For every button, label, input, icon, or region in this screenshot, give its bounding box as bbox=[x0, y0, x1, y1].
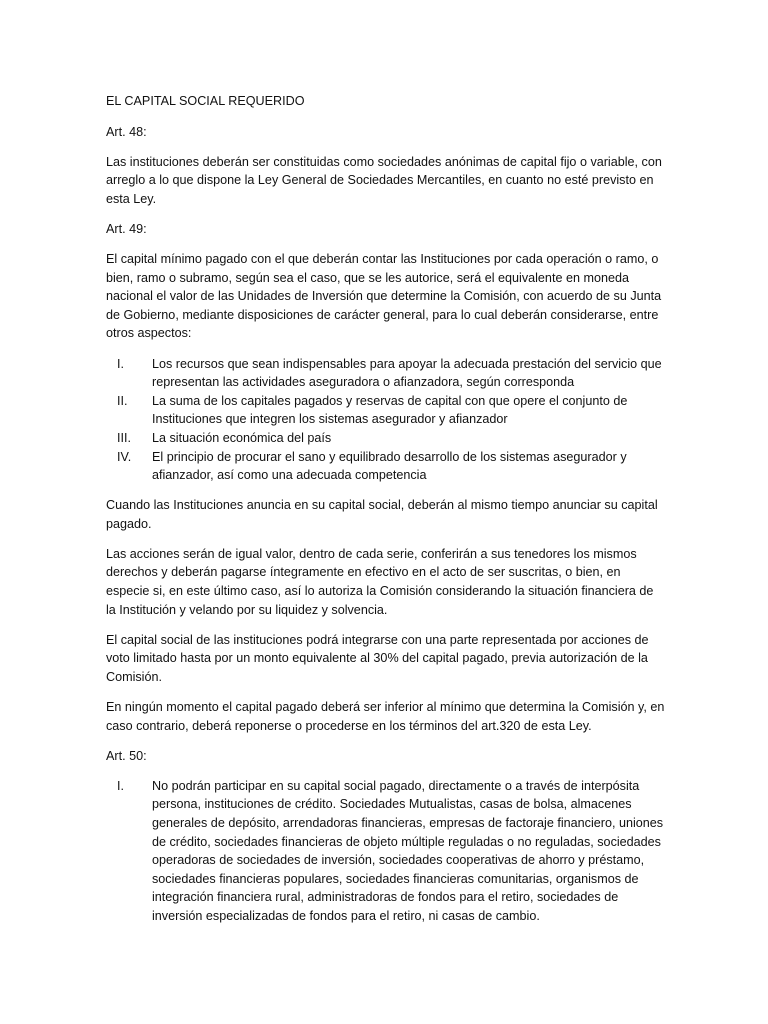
list-item-text: La situación económica del país bbox=[152, 430, 332, 445]
article-49-paragraph: Las acciones serán de igual valor, dentro de cada serie, conferirán a sus tenedores los mismos derechos y deberán pagarse íntegramente en efectivo en el acto de ser suscritas, o bien, en especie si, en este último caso, así lo autoriza la Comisión considerando la situación financiera de la Institución y velando por su liquidez y solvencia. bbox=[106, 546, 654, 617]
list-item-text: Los recursos que sean indispensables para apoyar la adecuada prestación del servicio que representan las actividades aseguradora o afianzadora, según corresponda bbox=[152, 356, 662, 390]
list-item-number: II. bbox=[117, 393, 128, 408]
article-49-paragraph: Cuando las Instituciones anuncia en su capital social, deberán al mismo tiempo anunciar su capital pagado. bbox=[106, 498, 658, 531]
document-title: EL CAPITAL SOCIAL REQUERIDO bbox=[106, 94, 305, 108]
article-49-heading: Art. 49: bbox=[106, 221, 147, 236]
list-item-number: I. bbox=[117, 356, 124, 371]
list-item-text: La suma de los capitales pagados y reservas de capital con que opere el conjunto de Instituciones que integren los sistemas asegurador y afianzador bbox=[152, 393, 628, 427]
list-item-text: El principio de procurar el sano y equilibrado desarrollo de los sistemas asegurador y afianzador, así como una adecuada competencia bbox=[152, 449, 627, 483]
article-49-list bbox=[106, 355, 666, 485]
document-page bbox=[106, 92, 666, 937]
article-48-paragraph: Las instituciones deberán ser constituidas como sociedades anónimas de capital fijo o variable, con arreglo a lo que dispone la Ley General de Sociedades Mercantiles, en cuanto no esté previsto en esta Ley. bbox=[106, 154, 662, 206]
list-item bbox=[106, 777, 666, 926]
list-item bbox=[106, 429, 666, 448]
article-48-heading: Art. 48: bbox=[106, 124, 147, 139]
list-item bbox=[106, 448, 666, 485]
article-49-paragraph: En ningún momento el capital pagado deberá ser inferior al mínimo que determina la Comisión y, en caso contrario, deberá reponerse o procederse en los términos del art.320 de esta Ley. bbox=[106, 700, 665, 733]
list-item bbox=[106, 392, 666, 429]
list-item-number: III. bbox=[117, 430, 131, 445]
list-item-number: I. bbox=[117, 778, 124, 793]
article-49-intro: El capital mínimo pagado con el que deberán contar las Instituciones por cada operación o ramo, o bien, ramo o subramo, según sea el caso, que se les autorice, será el equivalente en moneda nacional el valor de las Unidades de Inversión que determine la Comisión, con acuerdo de su Junta de Gobierno, mediante disposiciones de carácter general, para lo cual deberán considerarse, entre otros aspectos: bbox=[106, 252, 662, 341]
article-49-paragraph: El capital social de las instituciones podrá integrarse con una parte representada por acciones de voto limitado hasta por un monto equivalente al 30% del capital pagado, previa autorización de la Comisión. bbox=[106, 632, 649, 684]
list-item bbox=[106, 355, 666, 392]
list-item-number: IV. bbox=[117, 449, 132, 464]
article-50-list bbox=[106, 777, 666, 926]
list-item-text: No podrán participar en su capital social pagado, directamente o a través de interpósita persona, instituciones de crédito. Sociedades Mutualistas, casas de bolsa, almacenes generales de depósito, arrendadoras financieras, empresas de factoraje financiero, uniones de crédito, sociedades financieras de objeto múltiple reguladas o no reguladas, sociedades operadoras de sociedades de inversión, sociedades cooperativas de ahorro y préstamo, sociedades financieras populares, sociedades financieras comunitarias, organismos de integración financiera rural, administradoras de fondos para el retiro, sociedades de inversión especializadas de fondos para el retiro, ni casas de cambio. bbox=[152, 778, 664, 923]
article-50-heading: Art. 50: bbox=[106, 748, 147, 763]
